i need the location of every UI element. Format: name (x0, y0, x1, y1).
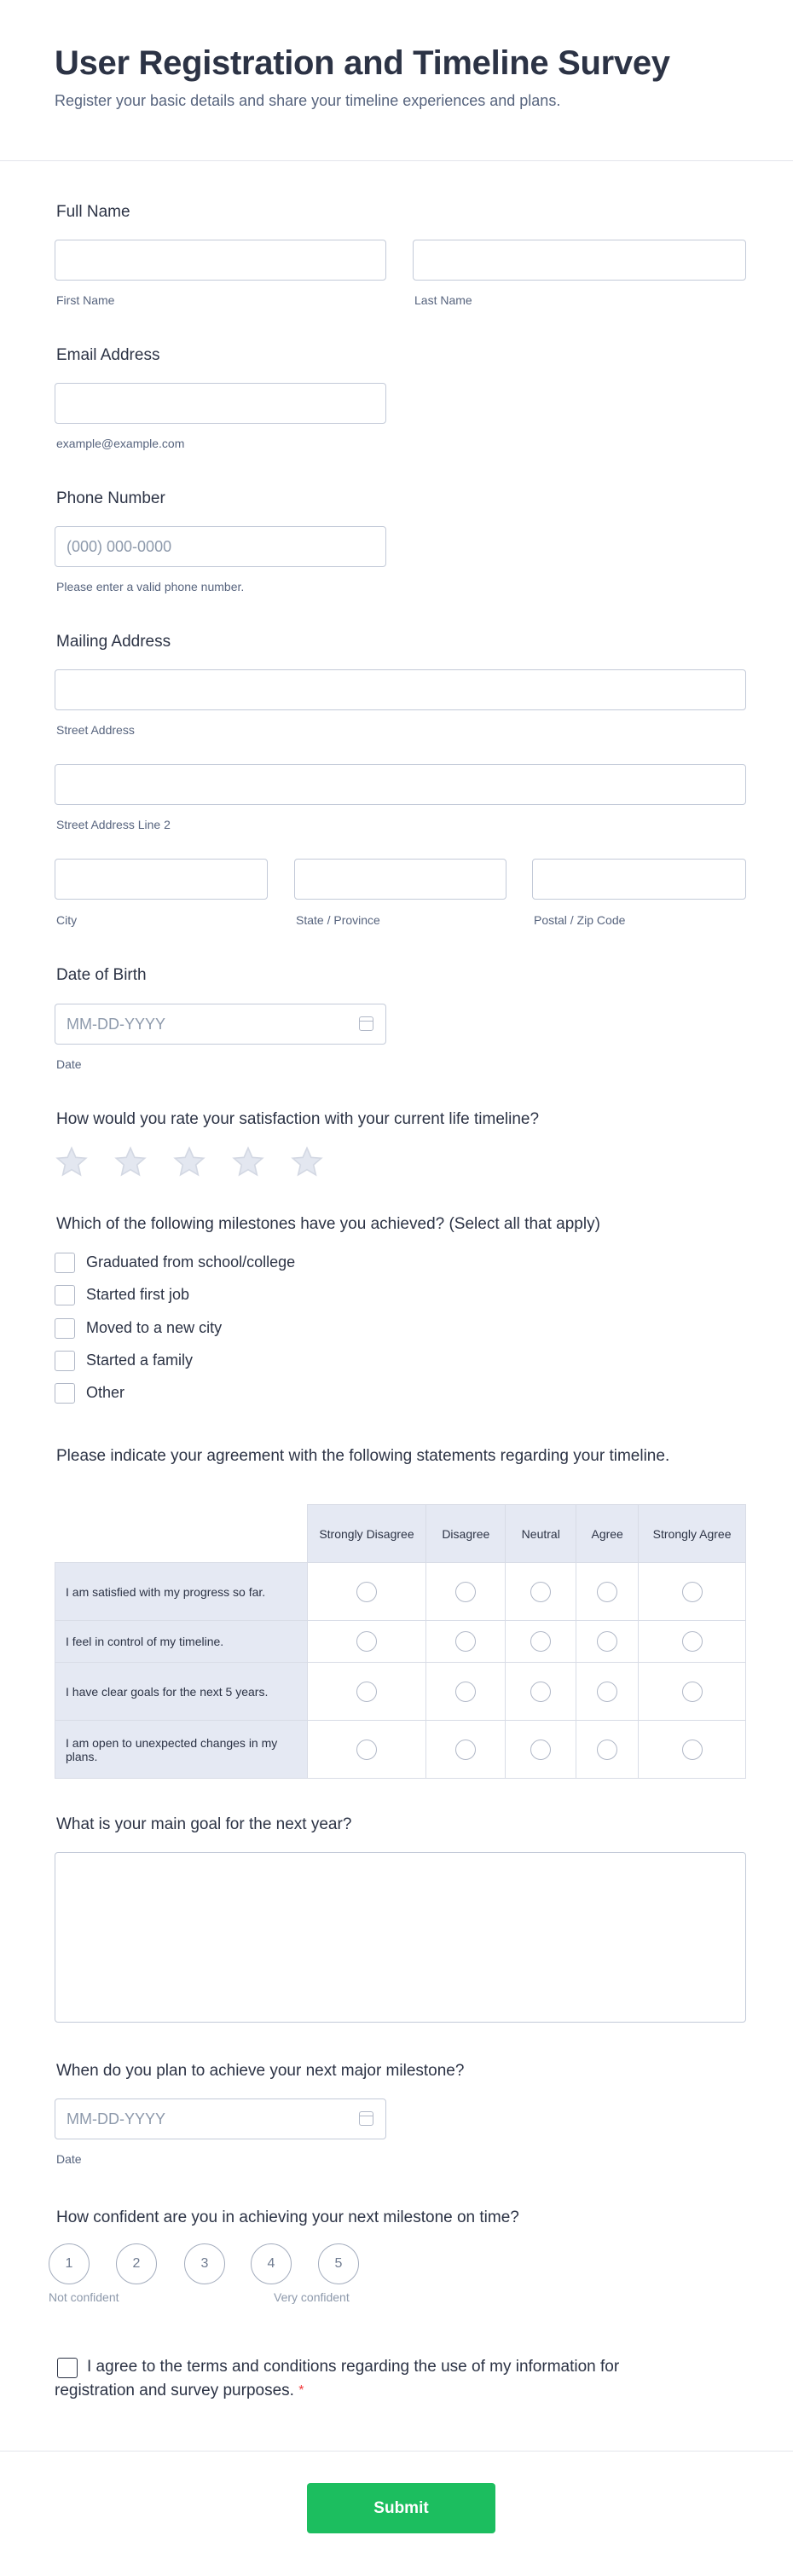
matrix-column-header: Neutral (506, 1505, 576, 1563)
milestone-checkbox[interactable] (55, 1253, 75, 1273)
matrix-column-header: Strongly Agree (639, 1505, 746, 1563)
last-name-sublabel: Last Name (414, 293, 472, 307)
phone-hint: Please enter a valid phone number. (56, 580, 245, 593)
star-icon[interactable] (290, 1145, 324, 1179)
street-input[interactable] (55, 669, 746, 710)
matrix-radio[interactable] (530, 1631, 551, 1652)
matrix-radio[interactable] (597, 1682, 617, 1702)
matrix-column-header: Disagree (426, 1505, 506, 1563)
milestone-checkbox[interactable] (55, 1351, 75, 1371)
matrix-question: Please indicate your agreement with the following statements regarding your timeline. (56, 1447, 670, 1465)
page-title: User Registration and Timeline Survey (55, 44, 670, 82)
scale-low-label: Not confident (49, 2290, 119, 2304)
city-input[interactable] (55, 859, 268, 900)
matrix-radio[interactable] (597, 1740, 617, 1760)
matrix-radio[interactable] (597, 1631, 617, 1652)
agreement-matrix (55, 1504, 746, 1779)
star-icon[interactable] (172, 1145, 206, 1179)
matrix-radio[interactable] (455, 1582, 476, 1602)
matrix-column-header: Agree (576, 1505, 639, 1563)
matrix-radio[interactable] (682, 1740, 703, 1760)
dob-input[interactable] (55, 1004, 386, 1045)
scale-high-label: Very confident (274, 2290, 350, 2304)
required-asterisk: * (298, 2383, 304, 2398)
state-input[interactable] (294, 859, 506, 900)
matrix-radio[interactable] (455, 1631, 476, 1652)
matrix-row-label: I am satisfied with my progress so far. (55, 1563, 308, 1621)
page-subtitle: Register your basic details and share your timeline experiences and plans. (55, 92, 561, 109)
email-input[interactable] (55, 383, 386, 424)
terms-text: I agree to the terms and conditions regarding the use of my information for registration and survey purposes. (55, 2358, 620, 2399)
matrix-row (55, 1663, 746, 1721)
full-name-label: Full Name (56, 203, 130, 221)
dob-sublabel: Date (56, 1057, 82, 1071)
matrix-row (55, 1563, 746, 1621)
milestone-option: Started first job (86, 1286, 190, 1303)
dob-label: Date of Birth (56, 966, 147, 984)
matrix-radio[interactable] (356, 1582, 377, 1602)
header-divider (0, 160, 793, 161)
star-icon[interactable] (113, 1145, 148, 1179)
scale-option-2[interactable]: 2 (116, 2243, 157, 2284)
street-sublabel: Street Address (56, 723, 135, 737)
milestones-question: Which of the following milestones have you achieved? (Select all that apply) (56, 1215, 600, 1233)
matrix-radio[interactable] (682, 1682, 703, 1702)
matrix-row-label: I feel in control of my timeline. (55, 1621, 308, 1663)
star-rating (55, 1145, 324, 1179)
address-label: Mailing Address (56, 633, 171, 651)
star-icon[interactable] (231, 1145, 265, 1179)
matrix-radio[interactable] (597, 1582, 617, 1602)
milestone-option: Other (86, 1384, 125, 1401)
star-icon[interactable] (55, 1145, 89, 1179)
matrix-radio[interactable] (530, 1582, 551, 1602)
calendar-icon[interactable] (359, 1016, 373, 1031)
matrix-radio[interactable] (455, 1740, 476, 1760)
matrix-row (55, 1721, 746, 1779)
phone-label: Phone Number (56, 489, 165, 507)
email-hint: example@example.com (56, 437, 185, 450)
next-milestone-question: When do you plan to achieve your next major milestone? (56, 2062, 465, 2080)
matrix-row (55, 1621, 746, 1663)
email-label: Email Address (56, 346, 160, 364)
matrix-radio[interactable] (455, 1682, 476, 1702)
matrix-radio[interactable] (682, 1631, 703, 1652)
city-sublabel: City (56, 913, 78, 927)
scale-option-4[interactable]: 4 (251, 2243, 292, 2284)
next-milestone-sublabel: Date (56, 2152, 82, 2166)
phone-input[interactable] (55, 526, 386, 567)
confidence-question: How confident are you in achieving your next milestone on time? (56, 2208, 519, 2226)
street2-sublabel: Street Address Line 2 (56, 818, 171, 831)
phone-placeholder: (000) 000-0000 (67, 537, 172, 555)
scale-option-3[interactable]: 3 (184, 2243, 225, 2284)
street2-input[interactable] (55, 764, 746, 805)
zip-sublabel: Postal / Zip Code (534, 913, 626, 927)
first-name-input[interactable] (55, 240, 386, 281)
calendar-icon[interactable] (359, 2111, 373, 2126)
rating-question: How would you rate your satisfaction with your current life timeline? (56, 1110, 540, 1128)
next-milestone-date-input[interactable] (55, 2098, 386, 2139)
milestone-option: Graduated from school/college (86, 1253, 296, 1271)
goal-textarea[interactable] (55, 1852, 746, 2023)
milestone-checkbox[interactable] (55, 1383, 75, 1404)
matrix-radio[interactable] (356, 1631, 377, 1652)
scale-option-5[interactable]: 5 (318, 2243, 359, 2284)
matrix-radio[interactable] (530, 1740, 551, 1760)
matrix-row-label: I have clear goals for the next 5 years. (55, 1663, 308, 1721)
milestone-option: Started a family (86, 1352, 194, 1369)
last-name-input[interactable] (413, 240, 746, 281)
matrix-radio[interactable] (356, 1740, 377, 1760)
scale-option-1[interactable]: 1 (49, 2243, 90, 2284)
matrix-radio[interactable] (356, 1682, 377, 1702)
date-placeholder: MM-DD-YYYY (67, 2110, 165, 2127)
matrix-radio[interactable] (682, 1582, 703, 1602)
goal-question: What is your main goal for the next year? (56, 1815, 352, 1833)
matrix-radio[interactable] (530, 1682, 551, 1702)
state-sublabel: State / Province (296, 913, 380, 927)
milestone-checkbox[interactable] (55, 1285, 75, 1305)
dob-placeholder: MM-DD-YYYY (67, 1015, 165, 1033)
first-name-sublabel: First Name (56, 293, 115, 307)
terms-label (55, 2355, 669, 2403)
matrix-row-label: I am open to unexpected changes in my plans. (55, 1721, 308, 1779)
matrix-column-header: Strongly Disagree (307, 1505, 426, 1563)
submit-button[interactable]: Submit (307, 2483, 495, 2533)
zip-input[interactable] (532, 859, 746, 900)
milestone-checkbox[interactable] (55, 1318, 75, 1339)
milestone-option: Moved to a new city (86, 1319, 223, 1336)
footer-divider (0, 2451, 793, 2452)
